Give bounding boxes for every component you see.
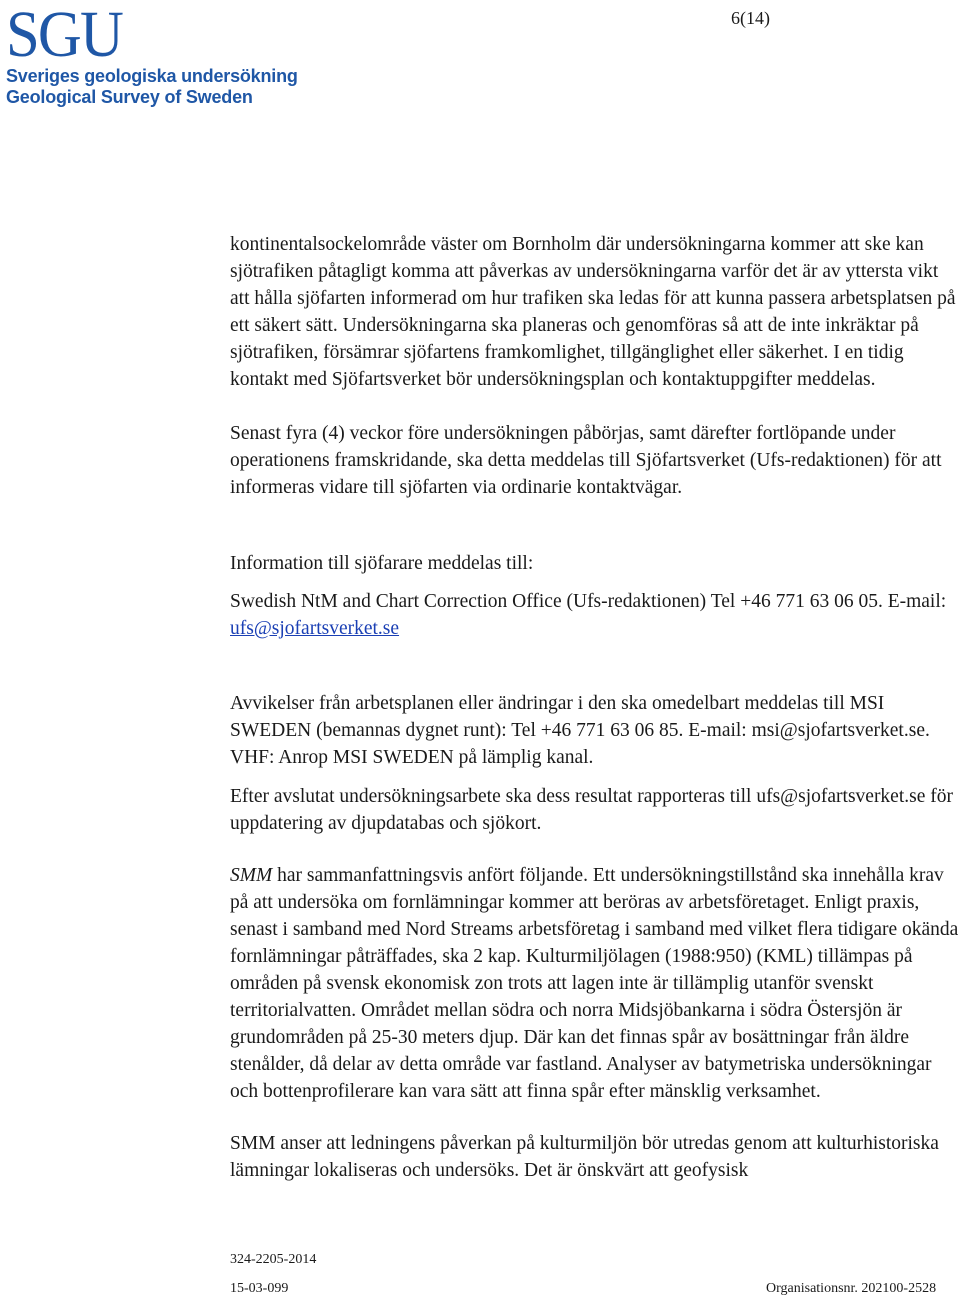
paragraph-msi-deviations: Avvikelser från arbetsplanen eller ändringar i den ska omedelbart meddelas till MSI SWEDEN (bemannas dygnet runt): Tel +46 771 63 06 85. E-mail: msi@sjofartsverket.se. VHF: Anrop MSI SWEDEN på lämplig kanal. — [230, 693, 930, 768]
ufs-email-link[interactable]: ufs@sjofartsverket.se — [230, 618, 400, 639]
smm-label: SMM — [230, 865, 273, 886]
paragraph-notification: Senast fyra (4) veckor före undersökningen påbörjas, samt därefter fortlöpande under operationens framskridande, ska detta meddelas till Sjöfartsverket (Ufs-redaktionen) för att informeras vidare till sjöfarten via ordinarie kontaktvägar. — [230, 423, 942, 498]
paragraph-info-heading: Information till sjöfarare meddelas till: — [230, 553, 534, 574]
smm-summary-text: har sammanfattningsvis anfört följande. Ett undersökningstillstånd ska innehålla krav på att undersöka om fornlämningar kommer att beröras av arbetsföretaget. Enligt praxis, senast i samband med Nord Streams arbetsföretag i samband med vilket flera tidigare okända fornlämningar påträffades, ska 2 kap. Kulturmiljölagen (1988:950) (KML) tillämpas på områden på svensk ekonomisk zon trots att lagen inte är tillämplig utanför svenskt territorialvatten. Området mellan södra och norra Midsjöbankarna i södra Östersjön är grundområden på 25-30 meters djup. Där kan det finnas spår av bosättningar från äldre stenålder, då delar av detta område var fastland. Analyser av batymetriska undersökningar och bottenprofilerare kan vara sätt att finna spår efter mänsklig verksamhet. — [230, 865, 959, 1102]
document-body — [230, 231, 960, 1184]
page-number: 6(14) — [731, 8, 770, 28]
paragraph-ntm-contact — [230, 588, 960, 642]
logo-name-english: Geological Survey of Sweden — [6, 87, 253, 107]
footer-org-number: Organisationsnr. 202100-2528 — [766, 1281, 937, 1296]
ntm-contact-text: Swedish NtM and Chart Correction Office (Ufs-redaktionen) Tel +46 771 63 06 05. E-mail: — [230, 591, 947, 612]
paragraph-smm-opinion: SMM anser att ledningens påverkan på kulturmiljön bör utredas genom att kulturhistoriska lämningar lokaliseras och undersöks. Det är önskvärt att geofysisk — [230, 1133, 939, 1181]
footer-reference: 324-2205-2014 — [230, 1252, 317, 1267]
logo-name-swedish: Sveriges geologiska undersökning — [6, 66, 298, 86]
logo-mark: SGU — [6, 0, 122, 71]
sgu-logo — [6, 0, 298, 108]
paragraph-sea-traffic: kontinentalsockelområde väster om Bornholm där undersökningarna kommer att ske kan sjötrafiken påtagligt komma att påverkas av undersökningarna varför det är av yttersta vikt att hålla sjöfarten informerad om hur trafiken ska ledas för att kunna passera arbetsplatsen på ett säkert sätt. Undersökningarna ska planeras och genomföras så att de inte inkräktar på sjötrafiken, försämrar sjöfartens framkomlighet, tillgänglighet eller säkerhet. I en tidig kontakt med Sjöfartsverket bör undersökningsplan och kontaktuppgifter meddelas. — [230, 234, 956, 390]
footer-date-code: 15-03-099 — [230, 1281, 289, 1296]
paragraph-smm-summary — [230, 862, 960, 1105]
paragraph-reporting: Efter avslutat undersökningsarbete ska dess resultat rapporteras till ufs@sjofartsverket.se för uppdatering av djupdatabas och sjökort. — [230, 786, 953, 834]
